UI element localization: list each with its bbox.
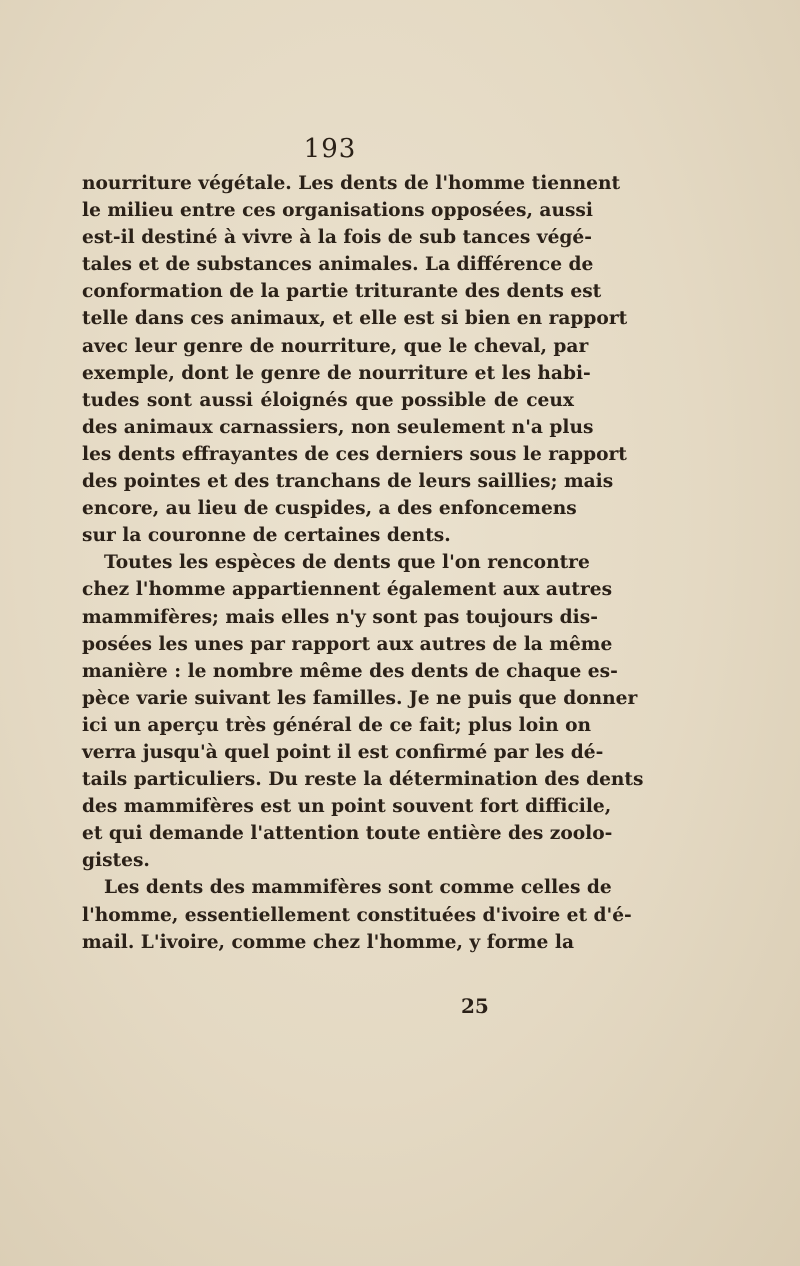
text-line: des mammifères est un point souvent fort difficile,: [82, 796, 612, 818]
text-line: des animaux carnassiers, non seulement n'a plus: [82, 416, 594, 438]
text-line: nourriture végétale. Les dents de l'homme tiennent: [82, 173, 621, 194]
text-line: verra jusqu'à quel point il est confirmé par les dé-: [82, 741, 604, 763]
text-line: l'homme, essentiellement constituées d'ivoire et d'é-: [82, 904, 632, 926]
text-line: le milieu entre ces organisations opposées, aussi: [82, 200, 593, 222]
text-line: avec leur genre de nourriture, que le cheval, par: [82, 335, 589, 357]
text-line: posées les unes par rapport aux autres de la même: [82, 633, 613, 655]
text-line: et qui demande l'attention toute entière des zoolo-: [82, 823, 613, 845]
text-line: pèce varie suivant les familles. Je ne puis que donner: [82, 687, 638, 709]
text-line: tales et de substances animales. La différence de: [82, 254, 594, 276]
text-line: les dents effrayantes de ces derniers sous le rapport: [82, 443, 627, 465]
text-line: chez l'homme appartiennent également aux autres: [82, 579, 613, 601]
text-line: tudes sont aussi éloignés que possible de ceux: [82, 389, 574, 411]
text-line: ici un aperçu très général de ce fait; plus loin on: [82, 714, 592, 736]
signature-mark: 25: [461, 994, 489, 1018]
text-line: encore, au lieu de cuspides, a des enfoncemens: [82, 498, 577, 520]
page-number: 193: [303, 134, 357, 164]
text-line: Les dents des mammifères sont comme celles de: [104, 877, 612, 899]
text-line: est-il destiné à vivre à la fois de sub tances végé-: [82, 227, 592, 249]
text-line: gistes.: [82, 850, 150, 872]
text-line: manière : le nombre même des dents de chaque es-: [82, 660, 618, 682]
text-line: mammifères; mais elles n'y sont pas toujours dis-: [82, 606, 598, 628]
text-line: sur la couronne de certaines dents.: [82, 525, 451, 547]
text-line: des pointes et des tranchans de leurs saillies; mais: [82, 471, 614, 493]
text-line: Toutes les espèces de dents que l'on rencontre: [104, 552, 590, 574]
text-line: exemple, dont le genre de nourriture et les habi-: [82, 362, 591, 384]
text-line: conformation de la partie triturante des dents est: [82, 281, 602, 303]
text-line: telle dans ces animaux, et elle est si bien en rapport: [82, 308, 628, 330]
body-text: [82, 170, 644, 956]
text-line: mail. L'ivoire, comme chez l'homme, y forme la: [82, 931, 574, 953]
text-line: tails particuliers. Du reste la détermination des dents: [82, 769, 644, 791]
